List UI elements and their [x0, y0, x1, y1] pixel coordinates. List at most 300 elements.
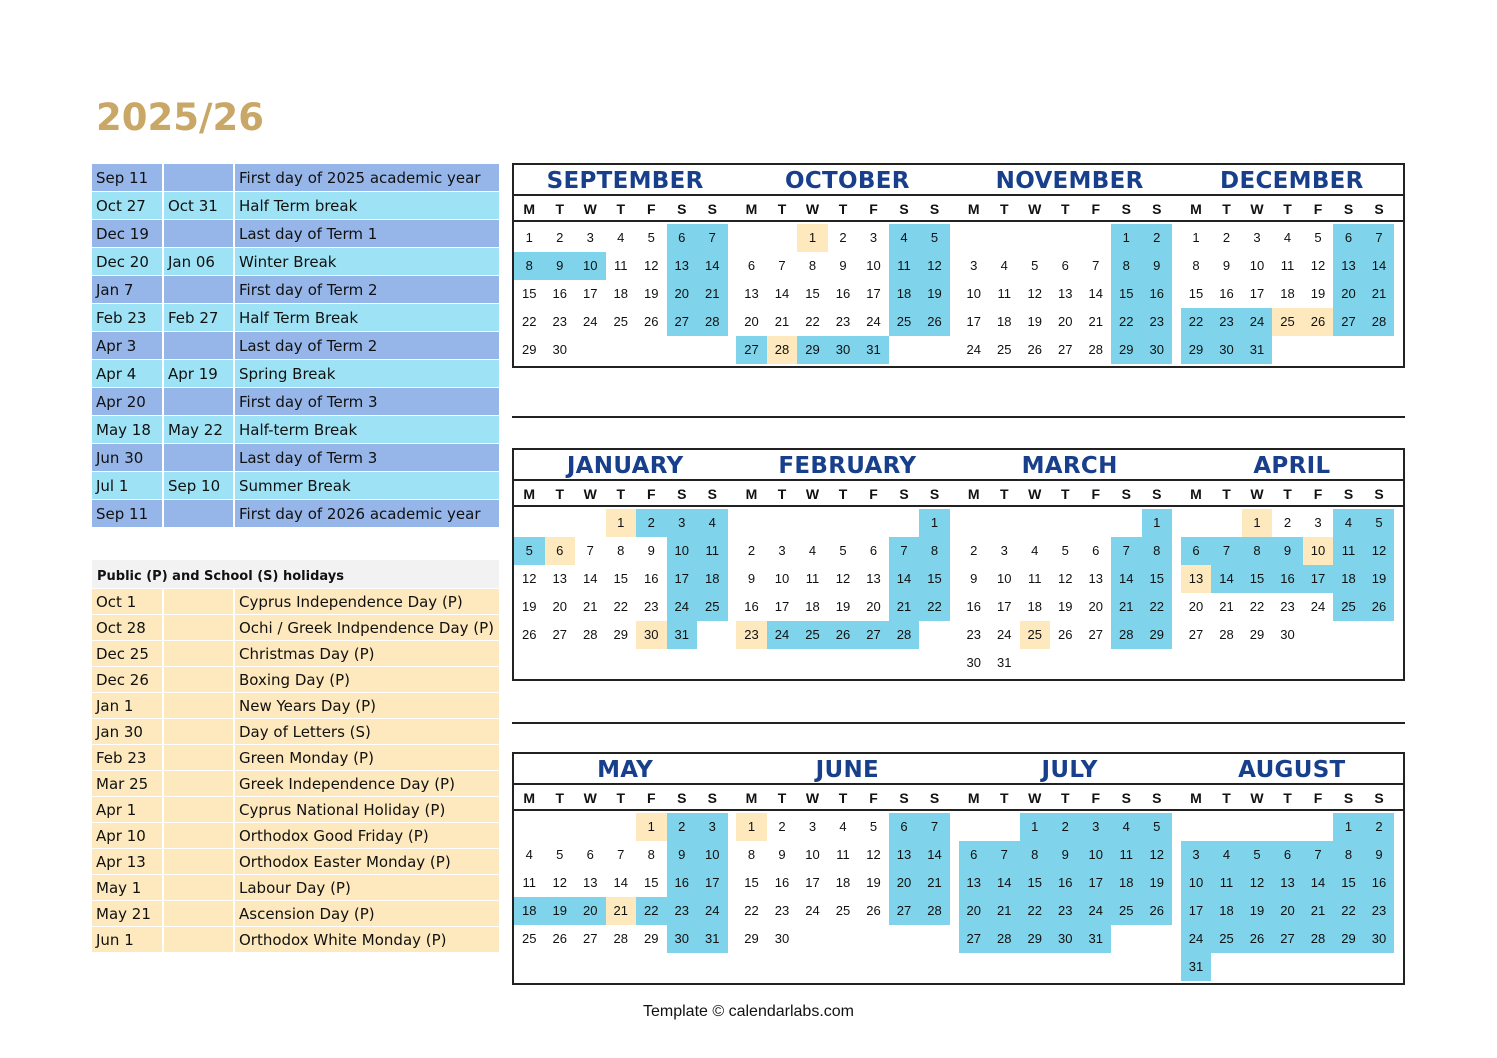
day-cell: 19	[1364, 565, 1395, 593]
day-cell: 17	[667, 565, 698, 593]
holiday-blank	[164, 745, 235, 770]
day-cell: 8	[747, 847, 756, 862]
day-cell: 28	[583, 627, 598, 642]
weekday-label: S	[707, 201, 717, 217]
month-name: FEBRUARY	[778, 453, 917, 479]
weekday-label: F	[1313, 201, 1323, 217]
weekday-label: F	[646, 790, 656, 806]
day-cell: 18	[514, 897, 545, 925]
day-cell: 27	[667, 308, 698, 336]
day-cell: 23	[1142, 308, 1173, 336]
holiday-blank	[164, 719, 235, 744]
day-cell: 3	[1253, 230, 1261, 245]
day-cell: 20	[552, 599, 567, 614]
day-cell: 24	[1081, 897, 1112, 925]
weekday-label: T	[777, 790, 787, 806]
day-cell: 19	[1310, 286, 1326, 301]
day-cell: 8	[514, 252, 545, 280]
day-cell: 9	[747, 571, 756, 586]
event-end: Jan 06	[164, 248, 235, 275]
weekday-label: F	[1313, 486, 1323, 502]
day-cell: 19	[522, 599, 537, 614]
day-cell: 16	[774, 875, 790, 890]
weekday-label: F	[1091, 790, 1101, 806]
day-cell: 4	[1211, 841, 1242, 869]
day-cell: 23	[644, 599, 659, 614]
empty-cell	[1020, 509, 1051, 537]
weekday-header	[514, 194, 736, 222]
day-cell: 3	[970, 258, 978, 273]
month-october	[736, 165, 958, 364]
event-end	[164, 276, 235, 303]
empty-cell	[959, 509, 990, 537]
day-cell: 17	[1081, 869, 1112, 897]
day-cell: 30	[1142, 336, 1173, 364]
weekday-label: M	[1190, 486, 1202, 502]
weekday-label: T	[616, 486, 626, 502]
day-cell: 1	[1020, 813, 1051, 841]
event-start: Jul 1	[92, 472, 164, 499]
weekday-label: F	[869, 790, 878, 806]
day-cell: 11	[805, 571, 820, 586]
weekday-label: W	[805, 486, 820, 502]
weekday-label: S	[929, 486, 940, 502]
day-cell: 4	[1283, 230, 1292, 245]
day-cell: 25	[797, 621, 828, 649]
event-end: Oct 31	[164, 192, 235, 219]
day-cell: 16	[1364, 869, 1395, 897]
day-cell: 19	[1027, 314, 1042, 329]
day-cell: 27	[1188, 627, 1204, 642]
day-cell: 25	[1111, 897, 1142, 925]
holiday-blank	[164, 771, 235, 796]
day-cell: 23	[774, 903, 790, 918]
event-desc: First day of 2025 academic year	[235, 164, 499, 191]
empty-cell	[1081, 509, 1112, 537]
event-start: Jan 7	[92, 276, 164, 303]
day-cell: 21	[1364, 280, 1395, 308]
day-cell: 1	[736, 813, 767, 841]
day-cell: 21	[1088, 314, 1103, 329]
day-cell: 15	[613, 571, 628, 586]
weekday-label: T	[1222, 201, 1231, 217]
day-cell: 22	[1333, 897, 1364, 925]
day-cell: 28	[989, 925, 1020, 953]
day-cell: 10	[1303, 537, 1334, 565]
day-cell: 5	[1061, 543, 1069, 558]
event-end	[164, 332, 235, 359]
holidays-table	[92, 589, 499, 953]
month-name: DECEMBER	[1220, 168, 1364, 194]
day-cell: 20	[575, 897, 606, 925]
day-cell: 11	[1280, 258, 1295, 273]
holiday-row	[92, 589, 499, 615]
day-cell: 27	[736, 336, 767, 364]
month-april	[1181, 450, 1403, 677]
holiday-blank	[164, 927, 235, 952]
event-start: May 18	[92, 416, 164, 443]
weekday-label: S	[929, 790, 940, 806]
weekday-header	[1181, 479, 1403, 507]
weekday-label: T	[777, 486, 787, 502]
day-cell: 29	[613, 627, 628, 642]
day-cell: 2	[636, 509, 667, 537]
day-cell: 23	[1364, 897, 1395, 925]
day-cell: 11	[1333, 537, 1364, 565]
holiday-name: Green Monday (P)	[235, 745, 499, 770]
weekday-label: M	[523, 790, 536, 806]
day-cell: 27	[1058, 342, 1073, 357]
weekday-label: S	[1343, 486, 1354, 502]
day-cell: 24	[966, 342, 981, 357]
holiday-date: Feb 23	[92, 745, 164, 770]
day-cell: 12	[919, 252, 950, 280]
day-cell: 1	[1333, 813, 1364, 841]
day-cell: 25	[835, 903, 851, 918]
day-cell: 28	[613, 931, 628, 946]
empty-cell	[575, 813, 606, 841]
day-cell: 8	[1333, 841, 1364, 869]
weekday-label: T	[1060, 790, 1070, 806]
holiday-blank	[164, 693, 235, 718]
day-cell: 26	[522, 627, 537, 642]
day-cell: 15	[1142, 565, 1173, 593]
day-cell: 17	[1303, 565, 1334, 593]
weekday-label: S	[1152, 790, 1162, 806]
day-cell: 28	[697, 308, 728, 336]
day-cell: 22	[636, 897, 667, 925]
day-cell: 18	[1211, 897, 1242, 925]
weekday-label: F	[646, 486, 656, 502]
holiday-date: Apr 13	[92, 849, 164, 874]
event-start: Apr 20	[92, 388, 164, 415]
day-cell: 10	[805, 847, 820, 862]
day-cell: 15	[805, 286, 820, 301]
day-cell: 12	[1142, 841, 1173, 869]
day-cell: 8	[1192, 258, 1200, 273]
day-cell: 2	[667, 813, 698, 841]
day-cell: 7	[1364, 224, 1395, 252]
day-cell: 10	[697, 841, 728, 869]
month-december	[1181, 165, 1403, 364]
event-row	[92, 276, 499, 304]
day-cell: 7	[697, 224, 728, 252]
day-cell: 5	[1314, 230, 1322, 245]
holiday-date: May 1	[92, 875, 164, 900]
day-cell: 27	[583, 931, 598, 946]
day-cell: 11	[614, 258, 628, 273]
day-cell: 5	[919, 224, 950, 252]
day-cell: 18	[1333, 565, 1364, 593]
empty-cell	[989, 224, 1020, 252]
day-grid	[736, 811, 958, 953]
event-row	[92, 472, 499, 500]
day-cell: 4	[839, 819, 847, 834]
day-cell: 20	[866, 599, 881, 614]
holiday-row	[92, 641, 499, 667]
event-end	[164, 388, 235, 415]
day-cell: 6	[869, 543, 878, 558]
weekday-label: W	[1250, 201, 1264, 217]
day-cell: 1	[525, 230, 533, 245]
weekday-header	[1181, 194, 1403, 222]
event-start: Apr 3	[92, 332, 164, 359]
day-cell: 21	[583, 599, 598, 614]
day-cell: 30	[1050, 925, 1081, 953]
day-cell: 4	[1000, 258, 1008, 273]
day-cell: 2	[839, 230, 847, 245]
day-cell: 28	[767, 336, 798, 364]
weekday-label: S	[1374, 201, 1384, 217]
day-cell: 4	[808, 543, 817, 558]
day-cell: 31	[1081, 925, 1112, 953]
day-cell: 22	[744, 903, 759, 918]
empty-cell	[1181, 813, 1212, 841]
event-end	[164, 164, 235, 191]
day-cell: 16	[1142, 280, 1173, 308]
day-cell: 13	[1272, 869, 1303, 897]
weekday-label: F	[1091, 486, 1101, 502]
day-cell: 22	[919, 593, 950, 621]
month-november	[959, 165, 1181, 364]
day-cell: 25	[522, 931, 537, 946]
day-cell: 20	[959, 897, 990, 925]
day-cell: 26	[552, 931, 567, 946]
day-cell: 15	[744, 875, 759, 890]
day-cell: 26	[1142, 897, 1173, 925]
event-start: Dec 20	[92, 248, 164, 275]
day-cell: 14	[889, 565, 920, 593]
holidays-heading: Public (P) and School (S) holidays	[92, 560, 499, 588]
day-cell: 18	[1027, 599, 1042, 614]
day-cell: 8	[808, 258, 817, 273]
holiday-row	[92, 823, 499, 849]
event-start: Dec 19	[92, 220, 164, 247]
day-cell: 7	[617, 847, 625, 862]
day-cell: 9	[1364, 841, 1395, 869]
day-cell: 16	[1272, 565, 1303, 593]
day-cell: 23	[736, 621, 767, 649]
empty-cell	[989, 813, 1020, 841]
weekday-header	[736, 783, 958, 811]
event-row	[92, 164, 499, 192]
day-cell: 6	[1333, 224, 1364, 252]
day-cell: 30	[667, 925, 698, 953]
day-cell: 30	[1211, 336, 1242, 364]
day-cell: 19	[919, 280, 950, 308]
day-cell: 4	[1333, 509, 1364, 537]
day-cell: 29	[1020, 925, 1051, 953]
day-cell: 16	[966, 599, 981, 614]
holiday-date: Apr 10	[92, 823, 164, 848]
day-cell: 22	[1249, 599, 1265, 614]
weekday-label: T	[1222, 790, 1231, 806]
page-title: 2025/26	[96, 96, 264, 139]
day-cell: 14	[774, 286, 790, 301]
day-cell: 19	[835, 599, 851, 614]
event-row	[92, 444, 499, 472]
day-cell: 24	[1181, 925, 1212, 953]
day-cell: 24	[667, 593, 698, 621]
day-cell: 15	[1020, 869, 1051, 897]
day-cell: 3	[1081, 813, 1112, 841]
day-cell: 5	[1364, 509, 1395, 537]
day-cell: 3	[697, 813, 728, 841]
day-grid	[959, 222, 1181, 364]
day-cell: 27	[552, 627, 567, 642]
month-name: OCTOBER	[785, 168, 910, 194]
day-cell: 24	[697, 897, 728, 925]
day-cell: 3	[667, 509, 698, 537]
day-cell: 20	[667, 280, 698, 308]
day-cell: 6	[545, 537, 576, 565]
day-cell: 24	[866, 314, 881, 329]
day-cell: 16	[1219, 286, 1234, 301]
day-cell: 2	[778, 819, 786, 834]
weekday-label: T	[838, 201, 848, 217]
event-end	[164, 500, 235, 527]
day-cell: 13	[889, 841, 920, 869]
day-cell: 12	[1027, 286, 1042, 301]
day-cell: 4	[525, 847, 533, 862]
weekday-label: M	[523, 486, 536, 502]
day-cell: 26	[866, 903, 881, 918]
day-cell: 5	[514, 537, 545, 565]
weekday-label: T	[616, 201, 626, 217]
empty-cell	[797, 509, 828, 537]
empty-cell	[828, 509, 859, 537]
event-row	[92, 220, 499, 248]
day-cell: 29	[1111, 336, 1142, 364]
weekday-label: S	[1152, 486, 1162, 502]
holiday-row	[92, 849, 499, 875]
weekday-label: M	[967, 201, 980, 217]
day-cell: 12	[644, 258, 659, 273]
empty-cell	[514, 509, 545, 537]
day-cell: 13	[1333, 252, 1364, 280]
day-cell: 14	[1111, 565, 1142, 593]
day-cell: 25	[889, 308, 920, 336]
day-cell: 19	[1242, 897, 1273, 925]
day-cell: 7	[778, 258, 786, 273]
event-row	[92, 360, 499, 388]
day-cell: 28	[1111, 621, 1142, 649]
day-cell: 17	[866, 286, 881, 301]
holiday-row	[92, 615, 499, 641]
event-desc: Half Term Break	[235, 304, 499, 331]
day-grid	[736, 222, 958, 364]
day-cell: 26	[1242, 925, 1273, 953]
day-cell: 10	[667, 537, 698, 565]
day-cell: 30	[1364, 925, 1395, 953]
day-cell: 7	[989, 841, 1020, 869]
footer-credit: Template © calendarlabs.com	[643, 1003, 854, 1020]
weekday-label: S	[1374, 790, 1384, 806]
calendar-quarter-2	[512, 448, 1405, 681]
event-row	[92, 500, 499, 528]
divider-line	[512, 416, 1405, 418]
weekday-label: F	[869, 486, 878, 502]
event-desc: Half Term break	[235, 192, 499, 219]
empty-cell	[736, 509, 767, 537]
day-grid	[736, 507, 958, 649]
calendar-quarter-1	[512, 163, 1405, 368]
day-cell: 23	[1050, 897, 1081, 925]
event-row	[92, 304, 499, 332]
weekday-label: S	[899, 201, 909, 217]
weekday-label: W	[1250, 486, 1264, 502]
month-name: APRIL	[1253, 453, 1331, 479]
day-cell: 15	[1188, 286, 1204, 301]
day-cell: 13	[583, 875, 598, 890]
weekday-header	[736, 194, 958, 222]
event-end: Sep 10	[164, 472, 235, 499]
holiday-date: Oct 28	[92, 615, 164, 640]
day-cell: 9	[545, 252, 576, 280]
day-cell: 30	[1280, 627, 1295, 642]
event-start: Sep 11	[92, 164, 164, 191]
weekday-header	[1181, 783, 1403, 811]
weekday-label: S	[707, 486, 717, 502]
day-cell: 7	[1211, 537, 1242, 565]
day-cell: 1	[1142, 509, 1173, 537]
event-desc: Last day of Term 1	[235, 220, 499, 247]
holiday-row	[92, 875, 499, 901]
event-end: Apr 19	[164, 360, 235, 387]
day-cell: 11	[836, 847, 850, 862]
month-name: MAY	[597, 757, 654, 783]
day-cell: 11	[1028, 571, 1042, 586]
day-cell: 13	[1058, 286, 1073, 301]
weekday-label: M	[523, 201, 536, 217]
holiday-name: Boxing Day (P)	[235, 667, 499, 692]
day-cell: 13	[1088, 571, 1103, 586]
event-desc: First day of 2026 academic year	[235, 500, 499, 527]
event-start: Feb 23	[92, 304, 164, 331]
empty-cell	[959, 813, 990, 841]
day-cell: 28	[889, 621, 920, 649]
day-cell: 16	[644, 571, 659, 586]
day-cell: 16	[667, 869, 698, 897]
weekday-label: W	[1250, 790, 1264, 806]
holiday-name: Orthodox Easter Monday (P)	[235, 849, 499, 874]
day-cell: 11	[697, 537, 728, 565]
weekday-label: F	[646, 201, 656, 217]
month-february	[736, 450, 958, 677]
month-name: SEPTEMBER	[546, 168, 704, 194]
holiday-date: Jun 1	[92, 927, 164, 952]
empty-cell	[606, 813, 637, 841]
day-cell: 1	[606, 509, 637, 537]
day-cell: 1	[919, 509, 950, 537]
holiday-row	[92, 719, 499, 745]
month-name: NOVEMBER	[995, 168, 1144, 194]
day-cell: 7	[919, 813, 950, 841]
day-cell: 19	[1142, 869, 1173, 897]
day-cell: 19	[644, 286, 659, 301]
day-cell: 10	[1181, 869, 1212, 897]
month-august	[1181, 754, 1403, 981]
event-row	[92, 416, 499, 444]
weekday-label: M	[967, 790, 980, 806]
weekday-header	[959, 194, 1181, 222]
weekday-label: S	[1121, 201, 1131, 217]
weekday-label: S	[677, 790, 687, 806]
day-cell: 6	[959, 841, 990, 869]
day-cell: 11	[522, 875, 536, 890]
day-cell: 5	[556, 847, 564, 862]
day-cell: 18	[613, 286, 628, 301]
